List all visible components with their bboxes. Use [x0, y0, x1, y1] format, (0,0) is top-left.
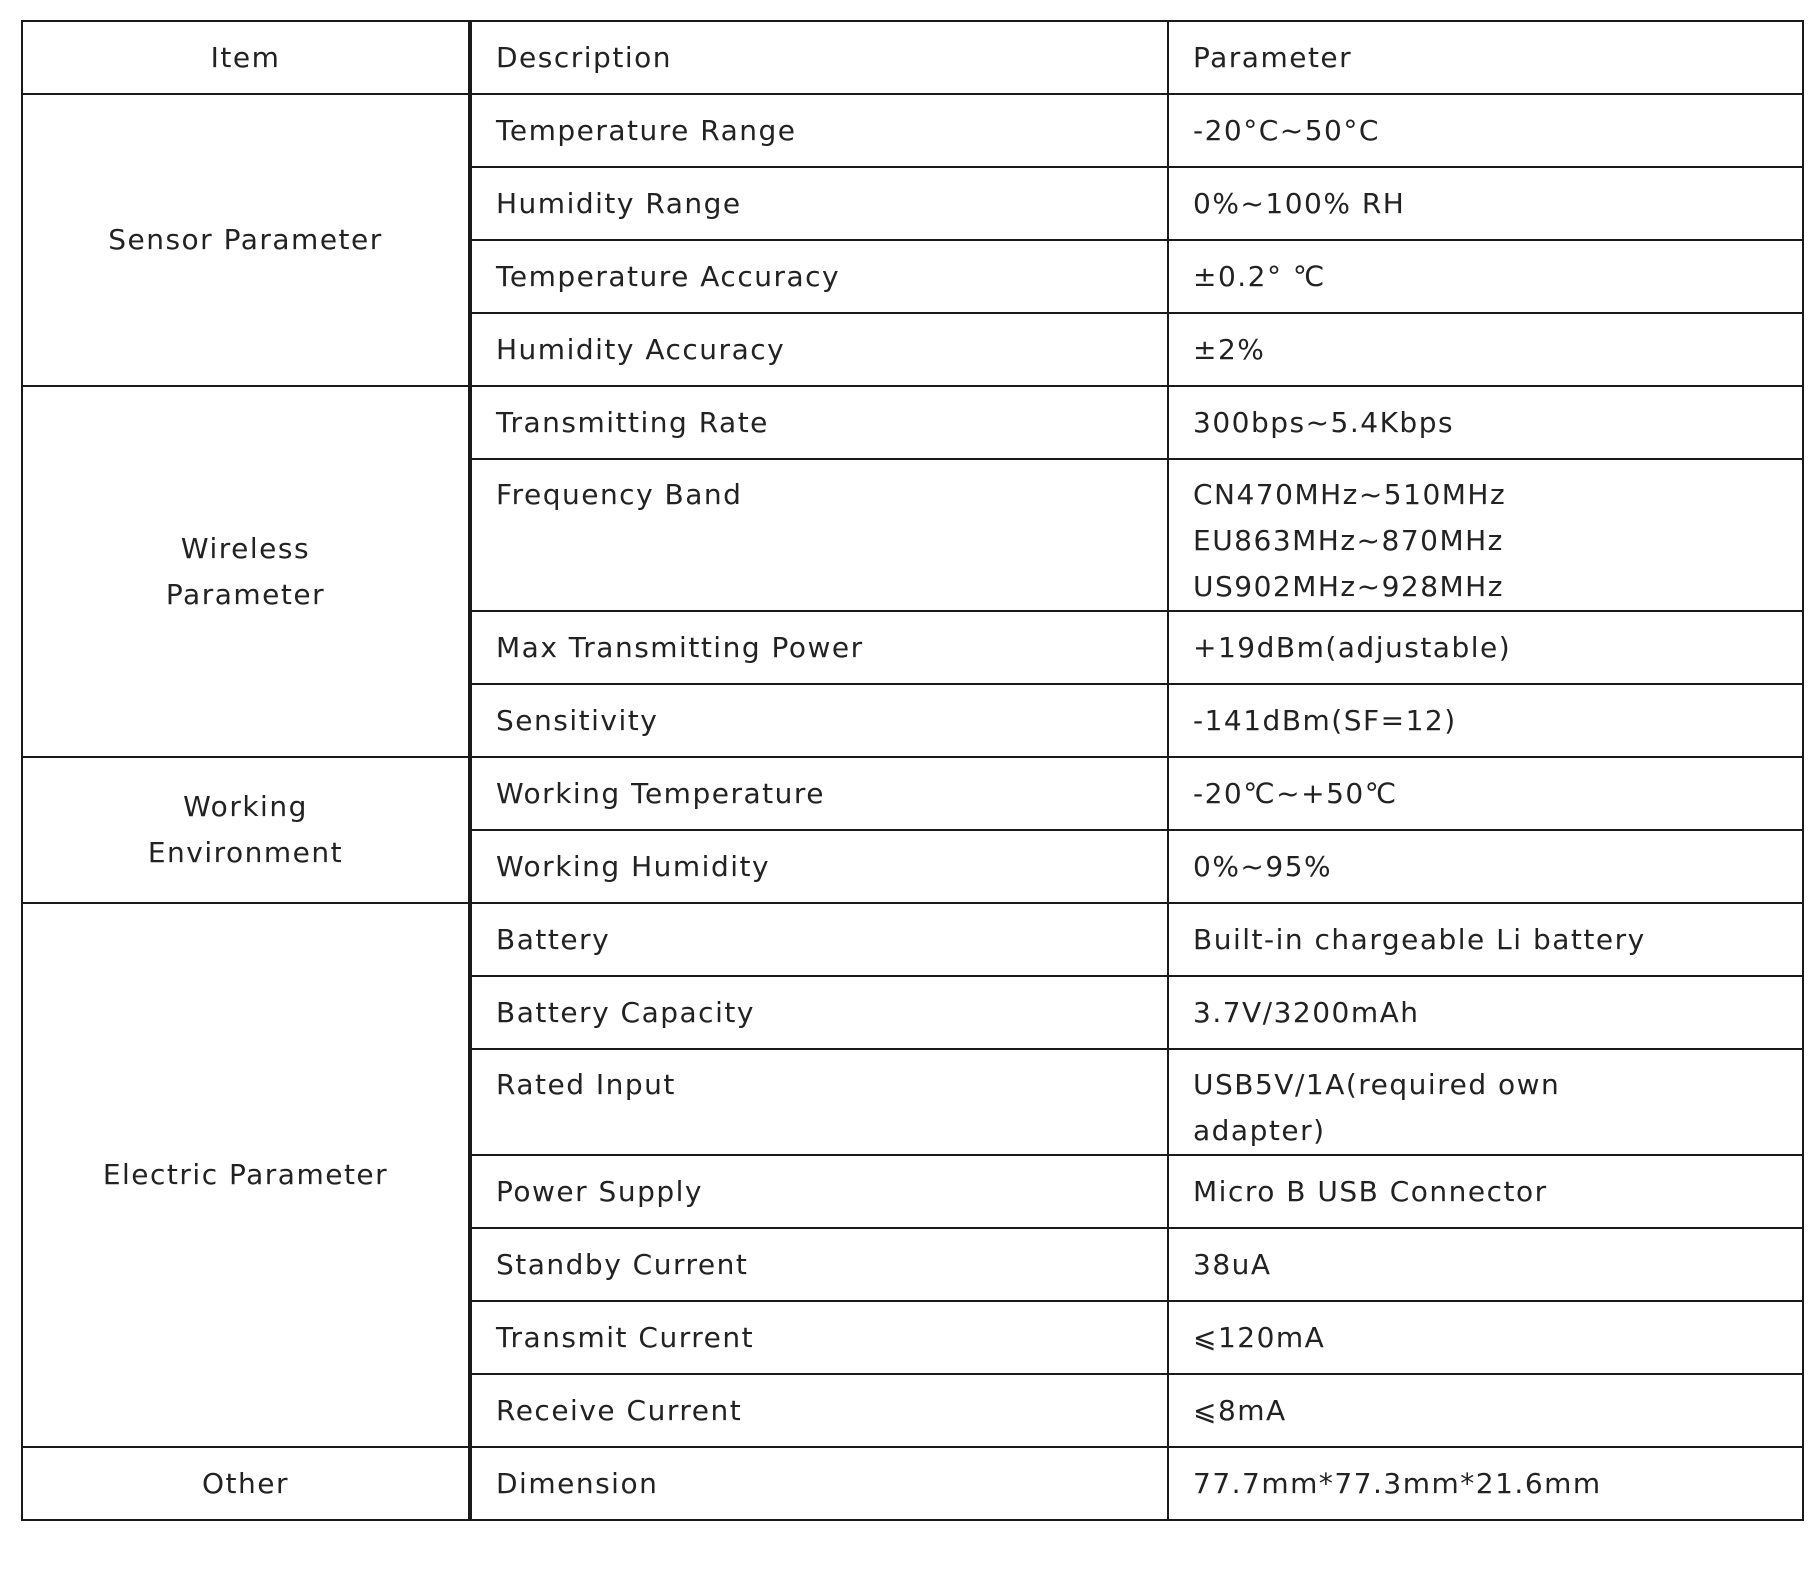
description-cell: Standby Current: [470, 1228, 1168, 1301]
description-cell: Power Supply: [470, 1155, 1168, 1228]
parameter-line: CN470MHz~510MHz: [1193, 478, 1507, 511]
table-row: [22, 903, 1803, 976]
parameter-line: 300bps~5.4Kbps: [1193, 405, 1455, 439]
parameter-cell: [1168, 684, 1803, 757]
description-cell: Dimension: [470, 1447, 1168, 1520]
parameter-line: 38uA: [1193, 1247, 1272, 1281]
description-cell: Working Humidity: [470, 830, 1168, 903]
parameter-line: US902MHz~928MHz: [1193, 570, 1504, 603]
parameter-cell: [1168, 757, 1803, 830]
parameter-cell: [1168, 903, 1803, 976]
parameter-line: ⩽8mA: [1193, 1393, 1287, 1427]
description-cell: Working Temperature: [470, 757, 1168, 830]
description-cell: Humidity Range: [470, 167, 1168, 240]
parameter-line: ⩽120mA: [1193, 1320, 1326, 1354]
parameter-cell: [1168, 167, 1803, 240]
spec-body: [22, 94, 1803, 1520]
description-cell: Battery Capacity: [470, 976, 1168, 1049]
description-cell: Transmitting Rate: [470, 386, 1168, 459]
parameter-line: +19dBm(adjustable): [1193, 630, 1512, 664]
group-label: Electric Parameter: [102, 1158, 389, 1191]
parameter-line: ±0.2° ℃: [1193, 259, 1326, 293]
parameter-cell: [1168, 976, 1803, 1049]
parameter-line: -20°C~50°C: [1193, 113, 1380, 147]
parameter-cell: [1168, 1447, 1803, 1520]
table-row: [22, 757, 1803, 830]
parameter-line: -141dBm(SF=12): [1193, 703, 1457, 737]
description-cell: Receive Current: [470, 1374, 1168, 1447]
header-item: Item: [22, 21, 470, 94]
description-cell: Battery: [470, 903, 1168, 976]
table-row: [22, 386, 1803, 459]
parameter-line: 77.7mm*77.3mm*21.6mm: [1193, 1466, 1602, 1500]
parameter-line: 0%~100% RH: [1193, 186, 1406, 220]
parameter-line: ±2%: [1193, 332, 1266, 366]
group-label-cell: [22, 386, 470, 757]
parameter-cell: [1168, 611, 1803, 684]
table-row: [22, 94, 1803, 167]
parameter-cell: [1168, 313, 1803, 386]
parameter-cell: [1168, 1228, 1803, 1301]
group-label-cell: [22, 903, 470, 1447]
description-cell: Temperature Accuracy: [470, 240, 1168, 313]
parameter-cell: [1168, 1049, 1803, 1155]
description-cell: Temperature Range: [470, 94, 1168, 167]
group-label-cell: [22, 1447, 470, 1520]
group-label-cell: [22, 757, 470, 903]
group-label: Wireless Parameter: [165, 531, 326, 611]
parameter-line: Built-in chargeable Li battery: [1193, 922, 1646, 956]
parameter-cell: [1168, 830, 1803, 903]
group-label: Other: [201, 1466, 289, 1500]
parameter-cell: [1168, 1301, 1803, 1374]
group-label: Sensor Parameter: [108, 223, 383, 256]
parameter-line: EU863MHz~870MHz: [1193, 524, 1504, 557]
parameter-cell: [1168, 240, 1803, 313]
description-cell: Rated Input: [470, 1049, 1168, 1155]
description-cell: Max Transmitting Power: [470, 611, 1168, 684]
group-label-cell: [22, 94, 470, 386]
group-label: Working Environment: [147, 790, 344, 869]
parameter-line: Micro B USB Connector: [1193, 1174, 1548, 1208]
header-description: Description: [470, 21, 1168, 94]
parameter-line: 3.7V/3200mAh: [1193, 995, 1420, 1029]
header-parameter: Parameter: [1168, 21, 1803, 94]
parameter-line: USB5V/1A(required own: [1193, 1068, 1561, 1101]
parameter-cell: [1168, 1155, 1803, 1228]
description-cell: Transmit Current: [470, 1301, 1168, 1374]
table-row: [22, 1447, 1803, 1520]
parameter-line: adapter): [1193, 1114, 1326, 1147]
parameter-cell: [1168, 94, 1803, 167]
parameter-cell: [1168, 386, 1803, 459]
parameter-line: -20℃~+50℃: [1193, 776, 1398, 810]
parameter-line: 0%~95%: [1193, 849, 1333, 883]
parameter-cell: [1168, 1374, 1803, 1447]
parameter-cell: [1168, 459, 1803, 611]
description-cell: Humidity Accuracy: [470, 313, 1168, 386]
description-cell: Sensitivity: [470, 684, 1168, 757]
description-cell: Frequency Band: [470, 459, 1168, 611]
header-row: [22, 21, 1803, 94]
spec-table: [21, 20, 1804, 1521]
